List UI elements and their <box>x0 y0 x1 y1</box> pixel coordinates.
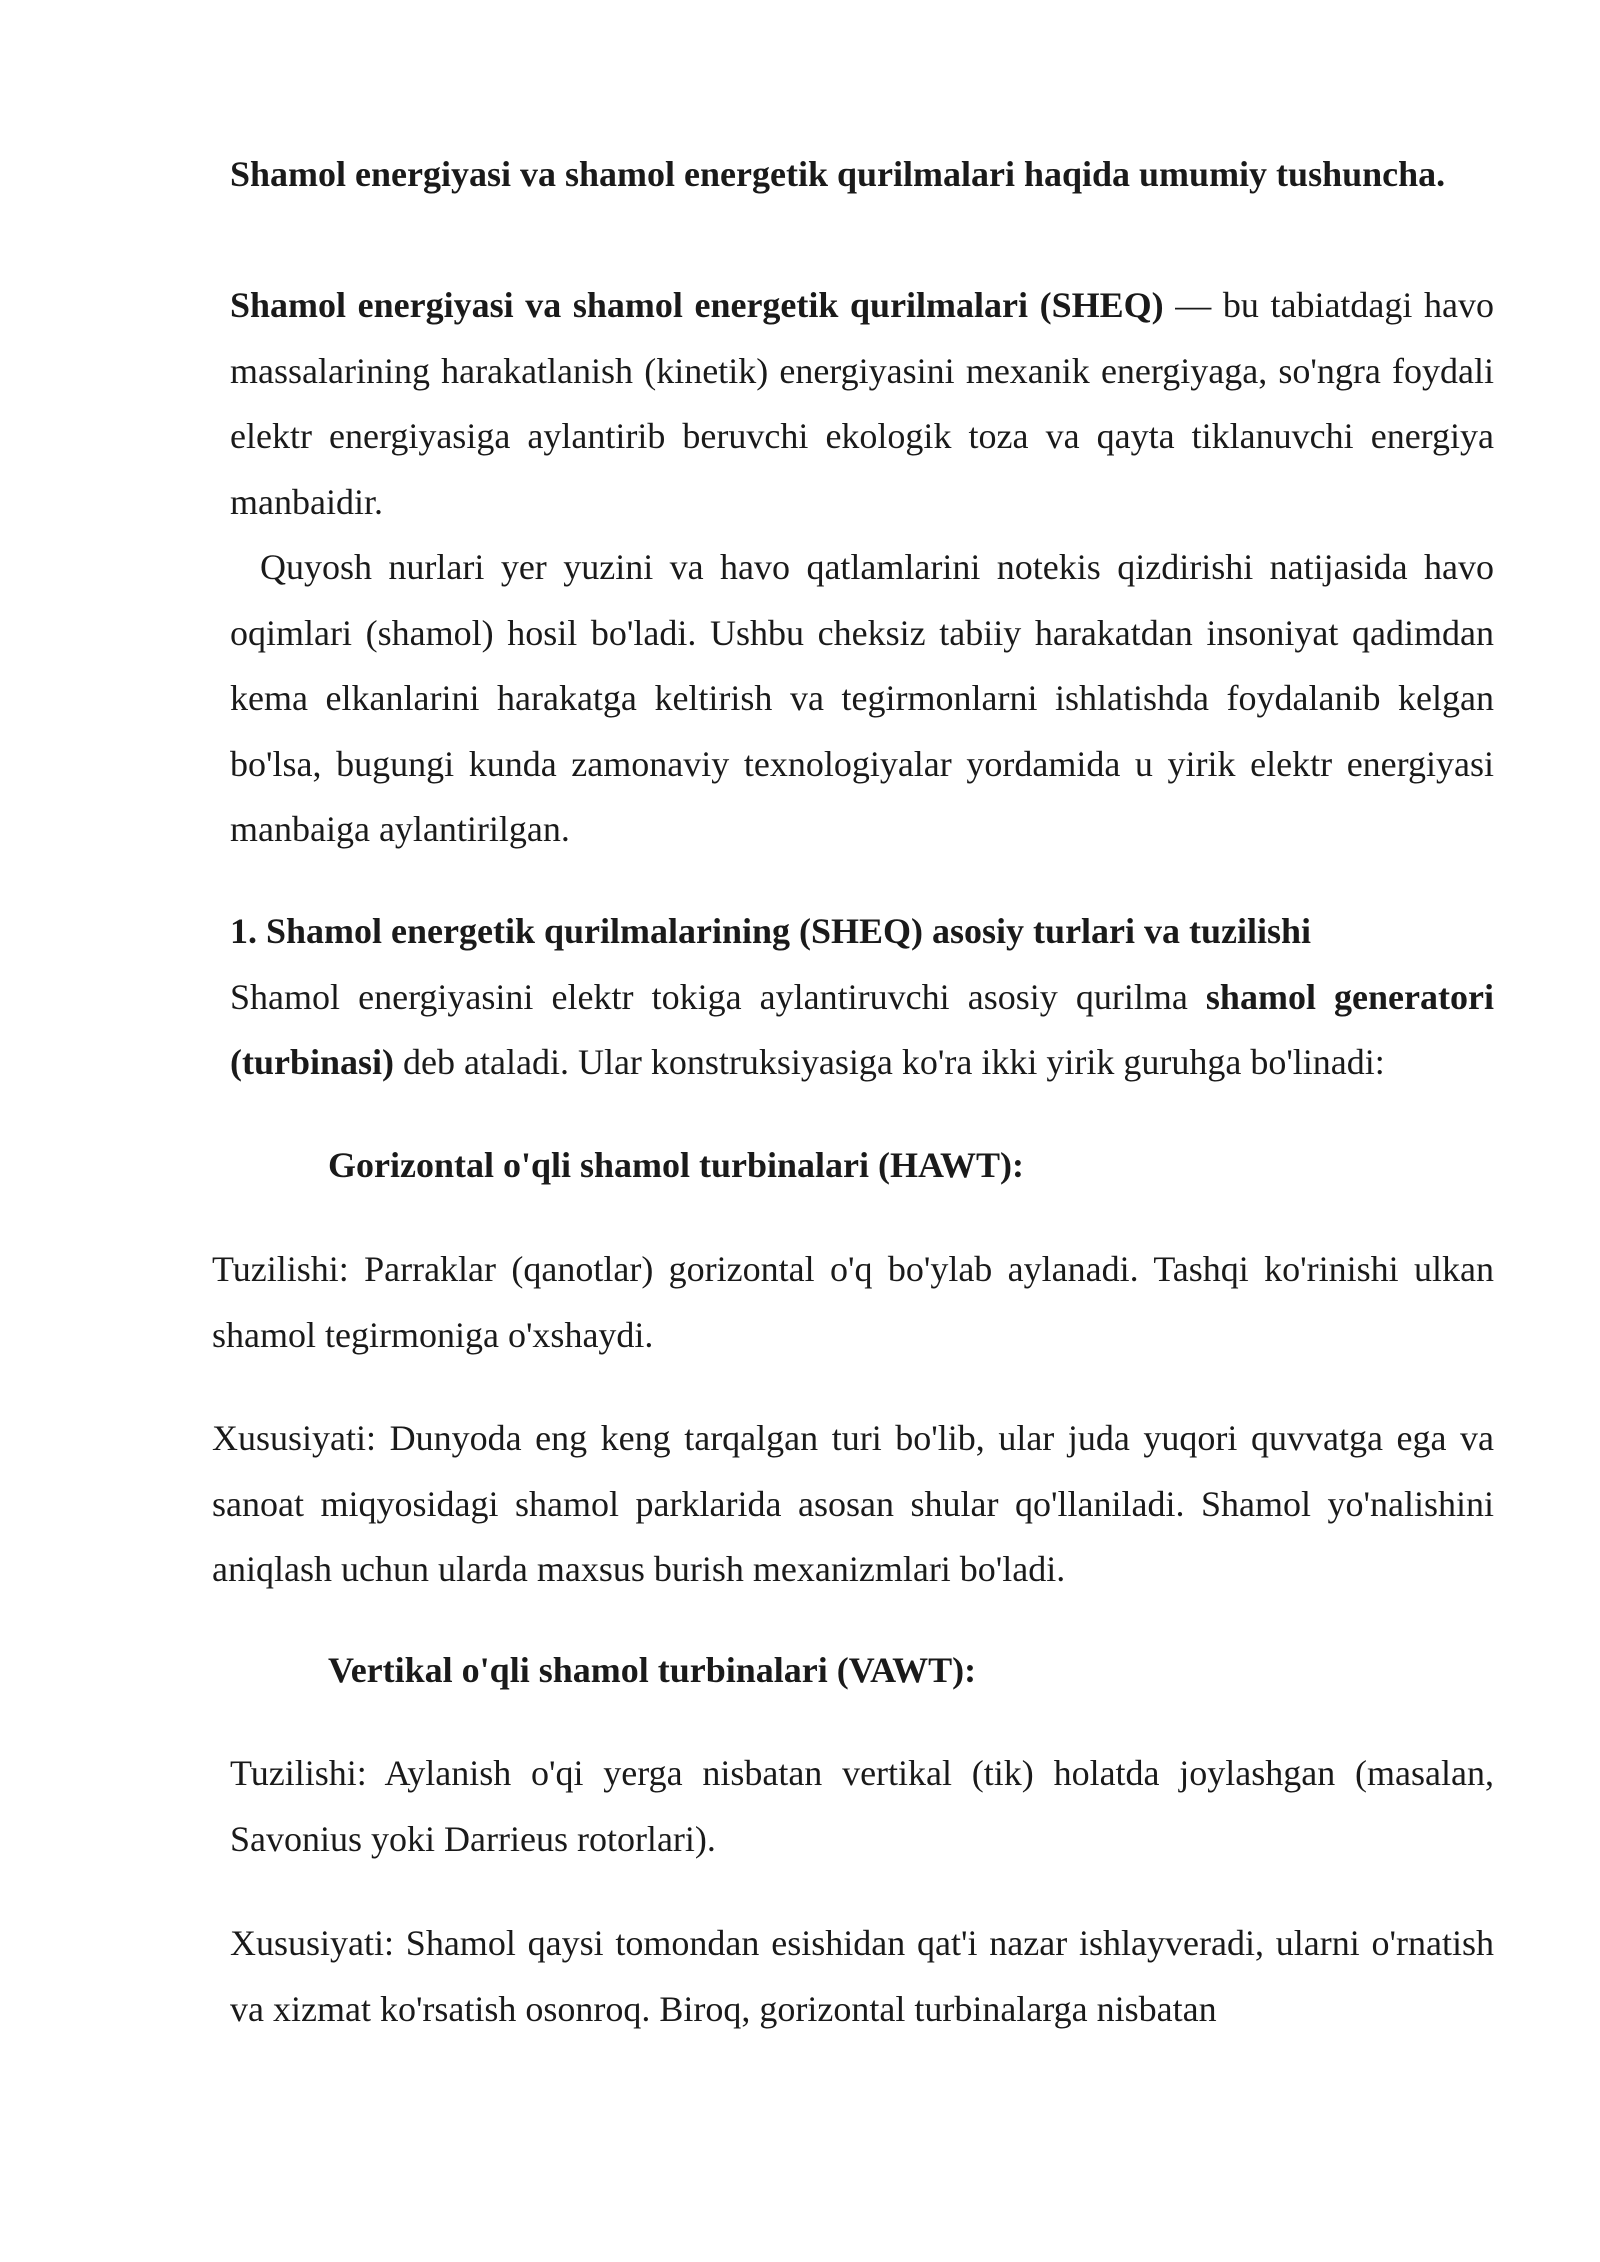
paragraph-2 <box>230 535 1494 863</box>
paragraph-2-text: Quyosh nurlari yer yuzini va havo qatlamlarini notekis qizdirishi natijasida havo oqimlari (shamol) hosil bo'ladi. Ushbu cheksiz tabiiy harakatdan insoniyat qadimdan kema elkanlarini harakatga keltirish va tegirmonlarni ishlatishda foydalanib kelgan bo'lsa, bugungi kunda zamonaviy texnologiyalar yordamida u yirik elektr energiyasi manbaiga aylantirilgan. <box>230 547 1494 849</box>
intro-bold-lead: Shamol energiyasi va shamol energetik qurilmalari (SHEQ) <box>230 285 1164 325</box>
hawt-heading-block <box>230 1133 1494 1199</box>
intro-text <box>230 273 1494 535</box>
section-1-text-bold: shamol generatori (turbinasi) <box>230 976 1494 1082</box>
section-1 <box>230 899 1494 1096</box>
document-title-block <box>230 142 1494 208</box>
hawt-feature: Xususiyati: Dunyoda eng keng tarqalgan turi bo'lib, ular juda yuqori quvvatga ega va sanoat miqyosidagi shamol parklarida asosan shular qo'llaniladi. Shamol yo'nalishini aniqlash uchun ularda maxsus burish mexanizmlari bo'ladi. <box>212 1418 1494 1589</box>
hawt-heading: Gorizontal o'qli shamol turbinalari (HAWT): <box>328 1145 1025 1185</box>
vawt-structure: Tuzilishi: Aylanish o'qi yerga nisbatan vertikal (tik) holatda joylashgan (masalan, Savonius yoki Darrieus rotorlari). <box>230 1753 1494 1859</box>
vawt-feature-block <box>230 1911 1494 2042</box>
hawt-structure: Tuzilishi: Parraklar (qanotlar) gorizontal o'q bo'ylab aylanadi. Tashqi ko'rinishi ulkan shamol tegirmoniga o'xshaydi. <box>212 1249 1494 1355</box>
vawt-feature: Xususiyati: Shamol qaysi tomondan esishidan qat'i nazar ishlayveradi, ularni o'rnatish va xizmat ko'rsatish osonroq. Biroq, gorizontal turbinalarga nisbatan <box>230 1923 1494 2029</box>
hawt-feature-block <box>212 1406 1494 1603</box>
vawt-heading: Vertikal o'qli shamol turbinalari (VAWT): <box>328 1650 977 1690</box>
document-title: Shamol energiyasi va shamol energetik qurilmalari haqida umumiy tushuncha. <box>230 154 1446 194</box>
intro-paragraph <box>230 273 1494 535</box>
section-1-text-after: deb ataladi. Ular konstruksiyasiga ko'ra ikki yirik guruhga bo'linadi: <box>394 1042 1385 1082</box>
section-1-text-before: Shamol energiyasini elektr tokiga aylantiruvchi asosiy qurilma <box>230 976 1206 1017</box>
vawt-heading-block <box>230 1638 1494 1704</box>
hawt-structure-block <box>212 1237 1494 1368</box>
section-1-text <box>230 965 1494 1096</box>
vawt-structure-block <box>230 1741 1494 1872</box>
section-1-heading: 1. Shamol energetik qurilmalarining (SHEQ) asosiy turlari va tuzilishi <box>230 911 1312 951</box>
intro-rest: — bu tabiatdagi havo massalarining harakatlanish (kinetik) energiyasini mexanik energiyaga, so'ngra foydali elektr energiyasiga aylantirib beruvchi ekologik toza va qayta tiklanuvchi energiya manbaidir. <box>230 285 1494 522</box>
